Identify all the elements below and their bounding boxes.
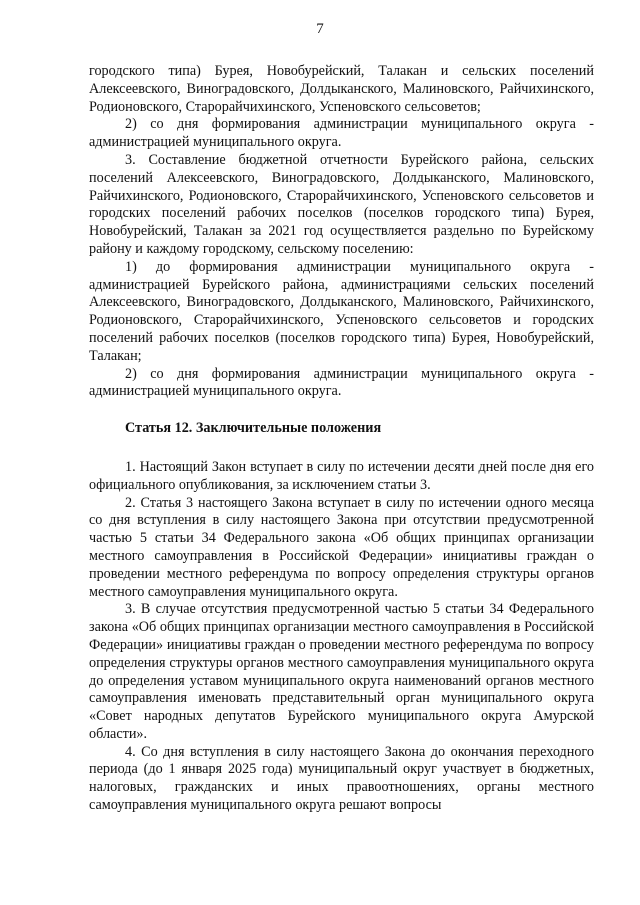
item-3-subitem-2-paragraph: 2) со дня формирования администрации муниципального округа - администрацией муниципального округа.: [89, 365, 594, 400]
article-12-heading: Статья 12. Заключительные положения: [125, 420, 382, 437]
clause-3-paragraph: 3. В случае отсутствия предусмотренной частью 5 статьи 34 Федерального закона «Об общих принципах организации местного самоуправления в Российской Федерации» инициативы граждан о проведении местного референдума по вопросу определения структуры органов местного самоуправления муниципального округа до определения уставом муниципального округа наименований органов местного самоуправления именовать представительный орган муниципального округа «Совет народных депутатов Бурейского муниципального округа Амурской области».: [89, 601, 594, 742]
item-3-paragraph: 3. Составление бюджетной отчетности Бурейского района, сельских поселений Алексеевского, Виноградовского, Долдыканского, Малиновского, Райчихинского, Родионовского, Старорайчихинского, Успеновского сельсоветов и городских поселений рабочих поселков (поселков городского типа) Бурея, Новобурейский, Талакан за 2021 год осуществляется раздельно по Бурейскому району и каждому городскому, сельскому поселению:: [89, 151, 594, 257]
intro-continuation-paragraph: городского типа) Бурея, Новобурейский, Талакан и сельских поселений Алексеевского, Виноградовского, Долдыканского, Малиновского, Райчихинского, Родионовского, Старорайчихинского, Успеновского сельсоветов;: [89, 63, 594, 115]
page-number: 7: [316, 21, 324, 37]
document-body: [89, 63, 594, 815]
clause-4-paragraph: 4. Со дня вступления в силу настоящего Закона до окончания переходного периода (до 1 января 2025 года) муниципальный округ участвует в бюджетных, налоговых, гражданских и иных правоотношениях, органы местного самоуправления муниципального округа решают вопросы: [89, 743, 594, 814]
item-2-paragraph: 2) со дня формирования администрации муниципального округа - администрацией муниципального округа.: [89, 116, 594, 151]
clause-1-paragraph: 1. Настоящий Закон вступает в силу по истечении десяти дней после дня его официального опубликования, за исключением статьи 3.: [89, 458, 594, 493]
clause-2-paragraph: 2. Статья 3 настоящего Закона вступает в силу по истечении одного месяца со дня вступления в силу настоящего Закона при отсутствии предусмотренной частью 5 статьи 34 Федерального закона «Об общих принципах организации местного самоуправления в Российской Федерации» инициативы граждан о проведении местного референдума по вопросу определения структуры органов местного самоуправления муниципального округа.: [89, 494, 594, 600]
item-3-subitem-1-paragraph: 1) до формирования администрации муниципального округа - администрацией Бурейского района, администрациями сельских поселений Алексеевского, Виноградовского, Долдыканского, Малиновского, Райчихинского, Родионовского, Старорайчихинского, Успеновского сельсоветов и городских поселений рабочих поселков (поселков городского типа) Бурея, Новобурейский, Талакан;: [89, 258, 594, 364]
